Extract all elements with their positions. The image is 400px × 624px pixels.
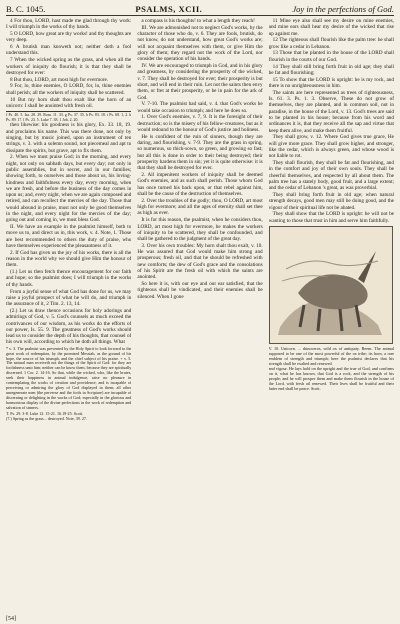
commentary-paragraph: 2. Over the troubles of the godly; thou, O LORD, art most high for evermore; and all the ages of eternity shall set thee as high as ever. [137,197,263,217]
page-number: [54] [6,616,16,622]
commentary-paragraph: 2. All impenitent workers of iniquity shall be deemed God's enemies, and as such shall perish. Those whom God has once turned his back upon, or that rebel against him, shall be the cause of the destruction of themselves. [137,172,263,198]
commentary-paragraph: The saints are here represented as trees of righteousness, Is. 61. 3. Ps. 1. 3. Observe, These do not grow of themselves, they are planted, and in common soil, not in paradise, in the house of the Lord, v. 13. God's trees are said to be planted in his house; because from his word and ordinances it is, that they receive all the sap and virtue that keep them alive, and make them fruitful. [268,89,394,134]
commentary-paragraph: III. We are admonished not to neglect God's works, by the character of those who do, v. 6. They are fools, brutish, do not know, do not understand, how great God's works are; will not acquaint themselves with them, or give Him the glory of them; they regard not the work of the Lord, nor consider the operation of his hands. [137,24,263,63]
commentary-paragraph: (2.) Let us draw thence occasions for holy adorings and admirings of God, v. 5. God's counsels as much exceed the contrivances of our wisdom, as his works do the efforts of our power, Is. 55. 9. The greatness of God's works should lead us to consider the depth of his thoughts, that counsel of his own will, according to which he doth all things. What [6,307,132,346]
commentary-paragraph: 1. Over God's enemies, v. 7, 9. It is the foresight of their destruction; so is the misery of his fellow-creatures, but as it would redound to the honour of God's justice and holiness. [137,114,263,134]
header-year: B. C. 1045. [6,4,46,14]
unicorn-illustration [269,226,393,344]
header-topic: Joy in the perfections of God. [292,4,394,14]
commentary-paragraph: They shall grow, v. 12. Where God gives true grace, He will give more grace. They shall grow higher, and stronger, like the cedar, which is always green, and whose wood is not liable to rot. [268,134,394,160]
verse-5: 5 O LORD, how great are thy works! and thy thoughts are very deep. [6,31,132,44]
commentary-paragraph: They shall show that the LORD is upright: he will not be wanting to those that trust in him and serve him faithfully. [268,211,394,224]
commentary-paragraph: So here it is, with our eye and our ear satisfied, that the righteous shall be vindicated, and their enemies shall be silenced. When I gone [137,281,263,300]
commentary-paragraph: From a joyful sense of what God has done for us, we may raise a joyful prospect of what he will do, and triumph in the assurance of it, 2 Tim. 2. 13, 14. [6,288,132,308]
figure-caption: V. 10. Unicorn. ... rhinoceros, wild ox of antiquity. Reem. The animal supposed to be one of the most powerful of the ox tribe; its horn, a rare emblem of strength and triumph; here the psalmist declares that his strength shall be exalted and renewed. [268,346,394,367]
commentary-paragraph: then likewise: his goodness is his glory, Ex. 33. 18, 19. and proclaims his name. This was there done, not only by singing, but by music joined, upon an instrument of ten strings, v. 3. with a solemn sound, not piecemeal and apt to dissipate the spirits, but grave, apt to fix them. [6,122,132,154]
commentary-paragraph: 15 To show that the LORD is upright: he is my rock, and there is no unrighteousness in him. [268,76,394,89]
caption-note: (7.) Spring as the grass... destroyed. Note, 39. 27. [6,416,87,422]
commentary-paragraph: They shall bring forth fruit in old age; when natural strength decays, good men may still be doing good, and the vigour of their spiritual life not be abated. [268,192,394,211]
verse-8: 8 But thou, LORD, art most high for evermore. [10,76,109,83]
middle-column [137,18,262,618]
footnotes-left: * v. 3. The psalmist was prevented by the Holy Spirit to look forward to the great work of redemption, by the promised Messiah, as the ground of his hope, the source of his triumph, and the chief subject of his praise. + v. 5. The natural man receiveth not the things of the Spirit of God: for they are foolishness unto him; neither can he know them, because they are spiritually discerned. 1 Cor. 2. 14-16. So that, while the wicked, who, like the brutes, seek their happiness in animal indulgence, raise no pleasure in contemplating the works of creation and providence, and is incapable of perceiving or admiring the glory of God displayed in them; all other unregenerate men (the perverse and the fools in Scripture) are incapable of discerning or delighting in the works of God; especially in the glorious and harmonious display of the divine perfections in the work of redemption and salvation of sinners. [6,345,132,410]
left-column [6,18,131,618]
commentary-paragraph: (1.) Let us then fetch thence encouragement for our faith and hope; so the psalmist does; I will triumph in the works of thy hands. [6,269,132,288]
commentary-paragraph: 2. If God has given us the joy of his works, there is all the reason in the world why we should give Him the honour of them. [6,249,132,269]
verse-6: 6 A brutish man knoweth not; neither doth a fool understand this. [6,44,132,57]
commentary-paragraph: a compass is his thoughts! to what a length they reach! [141,18,255,24]
three-column-body [6,18,394,618]
commentary-paragraph: IV. We are encouraged to triumph in God, and in his glory and greatness, by considering the prosperity of the wicked, v. 7. They shall be destroyed for ever; their prosperity is but short, and will end in their ruin. Let not the saints then envy them, or fret at their prosperity, or be in pain for the ark of God. [137,63,263,101]
verse-list [6,18,131,109]
commentary-paragraph: 14 They shall still bring forth fruit in old age; they shall be fat and flourishing; [268,63,394,76]
verse-7: 7 When the wicked spring as the grass, and when all the workers of iniquity do flourish; it is that they shall be destroyed for ever: [6,57,132,76]
commentary-paragraph: 13 Those that be planted in the house of the LORD shall flourish in the courts of our God. [268,50,394,63]
commentary-paragraph: They shall flourish, they shall be fat and flourishing, and in the comfort and joy of their own souls. They shall be cheerful themselves, and respected by all about them. The palm tree has a stately body, good fruit, and a large extent; and the cedar of Lebanon 's great, as was proverbial. [268,160,394,192]
commentary-paragraph: 3. Over his own troubles: My horn shalt thou exalt, v. 10. He was assured that God would make him strong and prosperous; fresh oil, and that he should be refreshed with new comforts; the dew of God's grace and the consolations of his Spirit are the fresh oil with which the saints are anointed. [137,242,263,281]
unicorn-engraving-icon [270,227,392,343]
commentary-paragraph: It is for this reason, the psalmist, when he considers thou, LORD, art most high for evermore, he makes the workers of iniquity to be scattered, they shall be confounded, and shall be gathered to the judgment of the great day. [137,217,263,243]
commentary-paragraph: 11 Mine eye also shall see my desire on mine enemies, and mine ears shall hear my desire of the wicked that rise up against me. [268,18,394,37]
commentary-paragraph: V. 7-10. The psalmist had said, v. 4. that God's works he would take occasion to triumph; and here he does so. [137,101,263,114]
commentary-left [6,122,131,345]
commentary-paragraph: 2. When we must praise God; in the morning, and every night, not only on sabbath days, but every day; not only in public assemblies, but in secret, and in our families; showing forth, to ourselves and those about us, his loving-kindness and faithfulness every day, every morning, when we are fresh, and before the business of the day comes in upon us; and, every night, when we are again composed and retired, and can recollect the mercies of the day. Those that would abound in praise, must not only be good themselves in the night, and every night for the mercies of the day; going out and coming in, we must bless God. [6,154,132,224]
commentary-paragraph: II. We have an example in the psalmist himself, both to move us to, and direct us in, this work, v. 4. Note, 1. Those are best recommended to others the duty of praise, who have themselves experienced the pleasantness of it. [6,224,132,249]
verse-4: 4 For thou, LORD, hast made me glad through thy work: I will triumph in the works of thy hands. [6,18,132,31]
commentary-paragraph: He is confident of the ruin of sinners, though they are daring, and flourishing, v. 7-9. They are the grass in spring, so numerous, so thick-sown, so green, and growing so fast; but all this is done in order to their being destroyed; their prosperity hardens them in sin; yet it is quite otherwise: it is that they shall be destroyed for ever. [137,133,263,172]
page-header [6,4,394,16]
header-book-title: PSALMS, XCII. [135,4,203,14]
verse-10: 10 But my horn shalt thou exalt like the horn of an unicorn: I shall be anointed with fresh oil. [6,96,132,109]
cross-references: f Ps. 40. 5. Isa. 28. 29. Rom. 11. 33. g Ps. 37. 35. h Ps. 83. 18. i Ps. 68. 1, 2. k Ps. 89. 17. l Ps. 23. 5. Luke 7. 38. 1 Joh. 2. 20. [6,113,132,122]
verse-9: 9 For, lo, thine enemies, O LORD, for, lo, thine enemies shall perish; all the workers of iniquity shall be scattered. [6,83,132,96]
right-column [269,18,394,618]
closing-commentary: and vigour. He lays hold on the upright and the true of God, and confirms on it, what he has known, that God is a rock, and the strength of his people; and he will prosper them and make them flourish in the house of the Lord, with fresh oil renewed. Their lives shall be fruitful and their latter end shall be peace. Scott. [268,366,394,392]
commentary-paragraph: 12 The righteous shall flourish like the palm tree: he shall grow like a cedar in Lebanon. [268,37,394,50]
sources-line: T. Ps. 29. 3-8. Luke 12. 15-21. 16.19-25. Scott. [6,410,84,416]
